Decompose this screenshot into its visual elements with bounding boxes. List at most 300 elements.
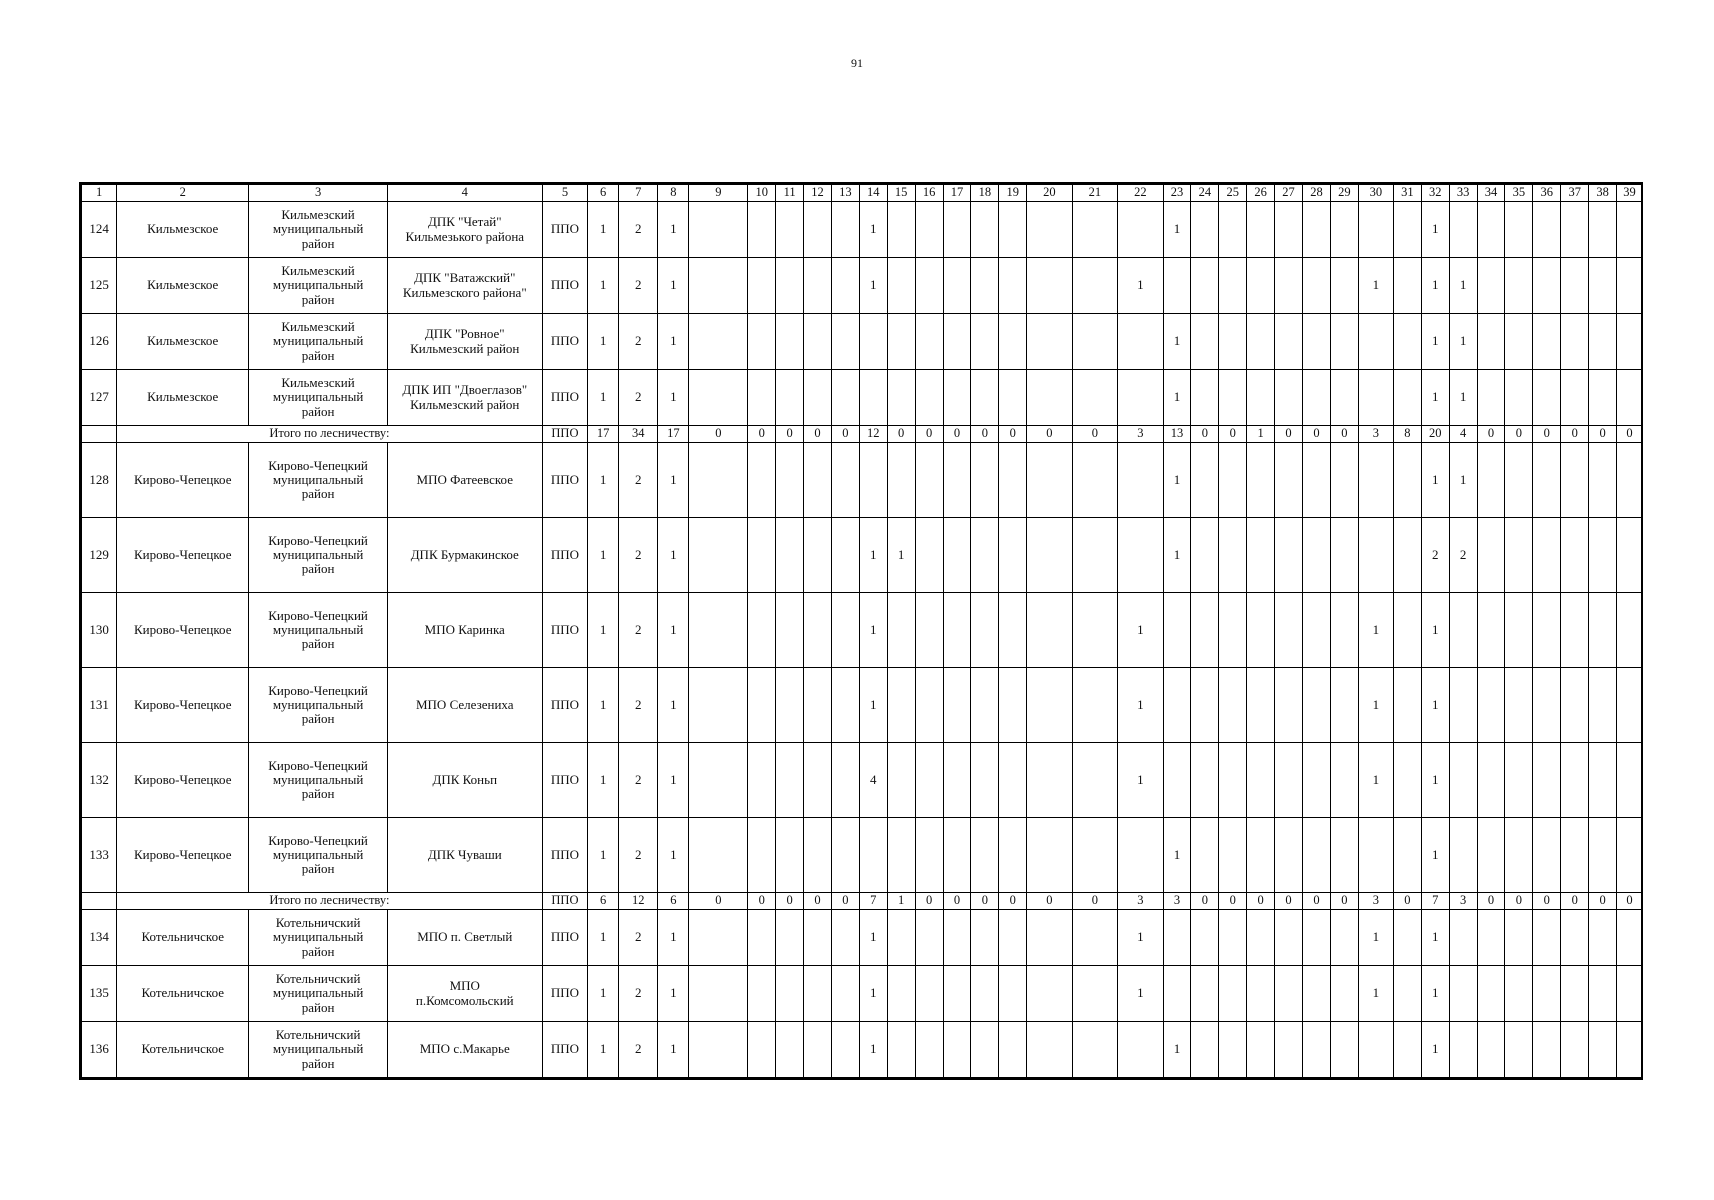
subtotal-cell <box>1533 426 1561 443</box>
table-cell-text: 127 <box>89 389 109 405</box>
table-cell <box>1191 1022 1219 1078</box>
table-cell-text: 1 <box>1459 389 1467 405</box>
table-cell-text: МПО Каринка <box>424 621 505 637</box>
table-cell <box>542 202 587 258</box>
table-cell <box>1303 743 1331 818</box>
table-cell <box>1358 910 1393 966</box>
table-cell-text: ППО <box>550 696 580 712</box>
table-cell <box>1027 443 1072 518</box>
table-cell <box>542 668 587 743</box>
subtotal-cell-text: 0 <box>1046 893 1053 908</box>
table-cell <box>1027 668 1072 743</box>
table-cell <box>542 593 587 668</box>
header-cell-text: 12 <box>811 185 824 200</box>
table-cell <box>1163 743 1191 818</box>
subtotal-cell <box>1163 893 1191 910</box>
table-cell <box>1275 818 1303 893</box>
table-cell <box>588 593 619 668</box>
table-cell <box>804 593 832 668</box>
subtotal-cell <box>831 426 859 443</box>
table-cell <box>1247 518 1275 593</box>
table-cell <box>776 518 804 593</box>
header-cell <box>1533 185 1561 202</box>
header-cell-text: 9 <box>715 185 722 200</box>
table-cell <box>859 314 887 370</box>
table-cell <box>804 966 832 1022</box>
table-cell <box>1561 258 1589 314</box>
subtotal-cell-text: 0 <box>1515 893 1523 908</box>
table-cell <box>1449 202 1477 258</box>
table-cell <box>971 518 999 593</box>
table-cell-text: 1 <box>1431 696 1439 712</box>
subtotal-cell-text: 13 <box>1170 426 1184 441</box>
table-cell <box>1393 910 1421 966</box>
table-cell <box>588 314 619 370</box>
table-cell <box>1358 668 1393 743</box>
table-cell <box>658 593 689 668</box>
table-cell <box>542 370 587 426</box>
header-cell-text: 13 <box>839 185 852 200</box>
table-cell <box>1027 818 1072 893</box>
table-cell-text: 132 <box>89 771 109 787</box>
table-cell <box>1191 370 1219 426</box>
table-cell <box>915 202 943 258</box>
table-cell-text: 2 <box>635 1041 642 1057</box>
header-cell <box>1589 185 1617 202</box>
table-row <box>82 910 1643 966</box>
table-cell <box>1330 668 1358 743</box>
table-cell <box>776 1022 804 1078</box>
subtotal-cell-text: 12 <box>632 893 645 908</box>
table-cell-text: ДПК Коньп <box>432 771 498 787</box>
table-cell <box>542 443 587 518</box>
table-cell <box>1072 668 1117 743</box>
table-cell-text: 1 <box>1137 929 1144 945</box>
header-cell <box>1561 185 1589 202</box>
table-cell <box>542 743 587 818</box>
table-cell <box>1421 202 1449 258</box>
table-cell <box>658 743 689 818</box>
subtotal-cell <box>1072 893 1117 910</box>
header-cell <box>1247 185 1275 202</box>
subtotal-cell <box>1191 893 1219 910</box>
table-cell <box>117 202 249 258</box>
table-cell-text: ППО <box>550 546 580 562</box>
table-cell <box>1191 202 1219 258</box>
table-cell <box>1617 668 1643 743</box>
table-cell <box>1477 443 1505 518</box>
subtotal-cell <box>1219 893 1247 910</box>
table-cell <box>859 370 887 426</box>
table-cell <box>1505 593 1533 668</box>
table-cell-text: 2 <box>1459 546 1467 562</box>
subtotal-cell-text: 0 <box>1599 893 1606 908</box>
table-cell <box>1118 443 1163 518</box>
table-cell <box>999 1022 1027 1078</box>
table-cell-text: Кирово-Чепецкий муниципальный район <box>268 682 368 727</box>
table-cell <box>915 258 943 314</box>
table-cell <box>1477 314 1505 370</box>
table-cell <box>999 518 1027 593</box>
subtotal-cell-text: 0 <box>1313 893 1320 908</box>
table-cell <box>658 910 689 966</box>
table-cell <box>1072 910 1117 966</box>
subtotal-cell-text: ППО <box>551 893 579 908</box>
table-cell-text: Кильмезское <box>147 389 219 405</box>
table-cell <box>387 743 542 818</box>
table-cell <box>1617 370 1643 426</box>
table-cell <box>1358 593 1393 668</box>
header-cell <box>748 185 776 202</box>
table-cell <box>387 370 542 426</box>
column-number-header <box>82 185 1643 202</box>
table-cell <box>1421 314 1449 370</box>
table-cell <box>1477 910 1505 966</box>
table-cell-text: 1 <box>599 471 607 487</box>
table-cell-text: МПО с.Макарье <box>419 1041 510 1057</box>
table-cell <box>1393 370 1421 426</box>
data-table <box>81 184 1643 1078</box>
subtotal-cell-text: 0 <box>786 893 793 908</box>
table-cell <box>1163 518 1191 593</box>
table-cell <box>387 314 542 370</box>
header-cell-text: 38 <box>1596 185 1609 200</box>
table-cell <box>1072 443 1117 518</box>
table-cell <box>1589 314 1617 370</box>
table-cell <box>588 443 619 518</box>
table-cell <box>1118 258 1163 314</box>
table-cell <box>1219 910 1247 966</box>
table-cell-text: МПО п.Комсомольский <box>415 978 514 1008</box>
table-cell-text: 1 <box>870 985 877 1001</box>
table-cell-text: Котельничский муниципальный район <box>272 1027 364 1071</box>
subtotal-cell <box>1533 893 1561 910</box>
table-cell <box>831 202 859 258</box>
table-cell <box>588 743 619 818</box>
table-cell <box>999 370 1027 426</box>
table-cell <box>999 258 1027 314</box>
table-cell <box>943 966 971 1022</box>
header-cell <box>588 185 619 202</box>
table-cell-text: 1 <box>870 696 877 712</box>
table-cell <box>588 910 619 966</box>
subtotal-cell-text: 7 <box>870 893 877 908</box>
table-cell <box>748 668 776 743</box>
table-cell-text: ППО <box>550 846 580 862</box>
table-cell-text: 1 <box>1372 621 1380 637</box>
table-cell <box>1533 518 1561 593</box>
table-cell <box>542 966 587 1022</box>
header-cell-text: 4 <box>461 185 468 200</box>
subtotal-cell-text: 0 <box>953 426 961 441</box>
table-cell <box>804 443 832 518</box>
table-cell <box>117 258 249 314</box>
table-cell <box>1303 202 1331 258</box>
table-cell-text: 1 <box>1137 985 1144 1001</box>
table-cell <box>1275 593 1303 668</box>
table-cell <box>887 668 915 743</box>
table-cell <box>1533 966 1561 1022</box>
table-cell <box>1477 370 1505 426</box>
table-cell <box>999 966 1027 1022</box>
table-cell-text: Кильмезское <box>147 277 219 293</box>
subtotal-cell-text: 0 <box>1201 426 1208 441</box>
table-cell-text: Кильмезское <box>147 333 219 349</box>
header-cell-text: 36 <box>1540 185 1554 200</box>
subtotal-cell-text: 0 <box>1257 893 1264 908</box>
table-cell <box>971 258 999 314</box>
table-cell-text: 2 <box>635 277 642 293</box>
header-cell-text: 19 <box>1006 185 1019 200</box>
table-cell <box>249 258 387 314</box>
header-cell <box>971 185 999 202</box>
table-cell-text: 129 <box>89 546 109 562</box>
subtotal-cell-text: 0 <box>981 893 988 908</box>
subtotal-cell <box>915 893 943 910</box>
table-cell <box>619 202 658 258</box>
table-cell-text: 1 <box>670 929 677 945</box>
subtotal-cell-text: 0 <box>1341 426 1348 441</box>
table-cell <box>1358 1022 1393 1078</box>
subtotal-blank-cell <box>82 426 117 443</box>
subtotal-cell-text: 0 <box>953 893 961 908</box>
table-cell <box>1449 818 1477 893</box>
table-cell <box>689 1022 748 1078</box>
subtotal-cell-text: 0 <box>1046 426 1053 441</box>
subtotal-cell <box>1027 893 1072 910</box>
table-cell-text: Кирово-Чепецкое <box>133 471 232 487</box>
table-cell <box>1393 314 1421 370</box>
table-cell <box>1191 258 1219 314</box>
table-cell <box>82 202 117 258</box>
subtotal-cell <box>1275 893 1303 910</box>
table-cell <box>915 370 943 426</box>
table-cell <box>1477 518 1505 593</box>
header-cell-text: 3 <box>314 185 322 200</box>
table-cell <box>1533 910 1561 966</box>
table-cell <box>971 1022 999 1078</box>
subtotal-cell <box>1589 893 1617 910</box>
table-cell <box>831 370 859 426</box>
header-cell <box>1118 185 1163 202</box>
table-cell <box>1421 1022 1449 1078</box>
table-cell <box>943 1022 971 1078</box>
table-cell <box>1303 818 1331 893</box>
table-cell-text: 1 <box>1431 985 1439 1001</box>
subtotal-cell-text: 0 <box>1543 893 1550 908</box>
table-cell-text: 1 <box>1431 277 1439 293</box>
table-row <box>82 258 1643 314</box>
header-cell-text: 37 <box>1568 185 1581 200</box>
table-cell <box>1118 743 1163 818</box>
subtotal-cell <box>999 893 1027 910</box>
table-cell <box>776 910 804 966</box>
table-cell <box>971 443 999 518</box>
table-cell <box>1219 370 1247 426</box>
subtotal-cell <box>887 893 915 910</box>
table-cell <box>915 910 943 966</box>
table-cell-text: 1 <box>897 546 905 562</box>
subtotal-cell <box>859 893 887 910</box>
table-cell <box>748 202 776 258</box>
table-cell-text: 1 <box>1459 333 1467 349</box>
subtotal-cell <box>804 893 832 910</box>
table-cell <box>1477 202 1505 258</box>
table-cell-text: 2 <box>635 221 642 237</box>
table-cell <box>999 668 1027 743</box>
table-cell-text: Кильмезское <box>147 221 219 237</box>
table-cell <box>1247 314 1275 370</box>
table-cell <box>831 258 859 314</box>
table-cell-text: Кильмезский муниципальный район <box>272 375 364 419</box>
table-cell-text: 1 <box>670 1041 677 1057</box>
table-row <box>82 743 1643 818</box>
table-cell-text: 1 <box>599 771 607 787</box>
table-cell <box>1561 668 1589 743</box>
table-cell-text: 1 <box>599 1041 607 1057</box>
table-cell-text: Котельничское <box>141 985 224 1001</box>
table-cell <box>804 518 832 593</box>
table-cell <box>1617 593 1643 668</box>
table-cell <box>1072 314 1117 370</box>
table-cell <box>887 443 915 518</box>
subtotal-cell <box>1393 893 1421 910</box>
table-cell-text: 1 <box>1431 333 1439 349</box>
table-cell <box>999 314 1027 370</box>
table-cell <box>249 910 387 966</box>
table-cell <box>943 443 971 518</box>
table-cell <box>82 743 117 818</box>
subtotal-cell-text: 1 <box>1257 426 1264 441</box>
table-cell-text: 1 <box>1173 1041 1181 1057</box>
table-cell <box>943 818 971 893</box>
table-cell <box>1219 518 1247 593</box>
table-cell-text: 1 <box>1431 929 1439 945</box>
table-cell <box>658 966 689 1022</box>
table-cell <box>1275 258 1303 314</box>
table-cell <box>1393 258 1421 314</box>
header-cell-text: 32 <box>1428 185 1442 200</box>
header-cell <box>1449 185 1477 202</box>
header-cell <box>1275 185 1303 202</box>
table-cell <box>1358 314 1393 370</box>
table-cell <box>117 443 249 518</box>
table-cell <box>1505 202 1533 258</box>
table-cell <box>82 910 117 966</box>
table-cell <box>859 518 887 593</box>
table-cell <box>1247 668 1275 743</box>
subtotal-cell <box>1163 426 1191 443</box>
table-cell <box>1561 966 1589 1022</box>
table-cell <box>776 743 804 818</box>
table-cell <box>1275 443 1303 518</box>
table-cell <box>1393 1022 1421 1078</box>
subtotal-cell-text: 0 <box>981 426 988 441</box>
table-cell <box>1449 910 1477 966</box>
header-cell-text: 28 <box>1310 185 1323 200</box>
table-cell <box>658 518 689 593</box>
table-cell <box>387 910 542 966</box>
table-cell <box>1358 818 1393 893</box>
table-cell <box>943 370 971 426</box>
table-cell <box>1505 314 1533 370</box>
header-cell <box>1477 185 1505 202</box>
table-cell-text: 1 <box>599 985 607 1001</box>
table-cell <box>1505 258 1533 314</box>
table-cell-text: 2 <box>635 771 642 787</box>
table-cell-text: 2 <box>635 985 642 1001</box>
header-cell <box>831 185 859 202</box>
table-row <box>82 314 1643 370</box>
table-cell <box>776 314 804 370</box>
header-cell-text: 7 <box>635 185 642 200</box>
table-cell <box>588 518 619 593</box>
table-cell <box>588 668 619 743</box>
subtotal-cell <box>1027 426 1072 443</box>
table-cell <box>748 314 776 370</box>
header-cell <box>1617 185 1643 202</box>
table-cell <box>748 593 776 668</box>
table-cell-text: Котельничский муниципальный район <box>272 971 364 1015</box>
table-cell <box>1589 202 1617 258</box>
table-cell <box>831 314 859 370</box>
table-cell <box>1191 443 1219 518</box>
subtotal-cell <box>1330 893 1358 910</box>
subtotal-cell <box>943 893 971 910</box>
table-cell-text: 2 <box>635 471 642 487</box>
table-cell <box>804 202 832 258</box>
table-cell <box>1247 202 1275 258</box>
table-cell <box>1072 743 1117 818</box>
subtotal-cell <box>804 426 832 443</box>
table-cell-text: 1 <box>1173 546 1181 562</box>
table-cell <box>249 743 387 818</box>
table-cell-text: ДПК Бурмакинское <box>410 546 519 562</box>
subtotal-row <box>82 426 1643 443</box>
subtotal-cell <box>588 893 619 910</box>
subtotal-cell-text: 12 <box>867 426 880 441</box>
table-cell <box>1163 818 1191 893</box>
table-cell-text: ППО <box>550 277 580 293</box>
table-cell <box>859 593 887 668</box>
table-cell <box>658 370 689 426</box>
table-cell <box>804 314 832 370</box>
table-cell-text: Кирово-Чепецкий муниципальный район <box>268 532 368 577</box>
table-cell <box>1533 668 1561 743</box>
table-cell <box>915 818 943 893</box>
table-cell <box>971 910 999 966</box>
subtotal-cell-text: 3 <box>1460 893 1467 908</box>
table-cell <box>1330 443 1358 518</box>
table-cell-text: 1 <box>1459 277 1467 293</box>
table-cell <box>1027 370 1072 426</box>
table-cell <box>971 818 999 893</box>
table-cell <box>1219 314 1247 370</box>
table-cell <box>999 202 1027 258</box>
table-cell <box>1393 743 1421 818</box>
header-cell <box>1330 185 1358 202</box>
table-cell <box>689 966 748 1022</box>
table-cell <box>1477 818 1505 893</box>
table-cell <box>1358 966 1393 1022</box>
table-cell-text: 1 <box>1137 771 1144 787</box>
header-cell <box>689 185 748 202</box>
table-cell <box>1477 966 1505 1022</box>
table-cell <box>887 202 915 258</box>
table-cell <box>1617 818 1643 893</box>
table-cell <box>117 593 249 668</box>
table-cell <box>831 910 859 966</box>
